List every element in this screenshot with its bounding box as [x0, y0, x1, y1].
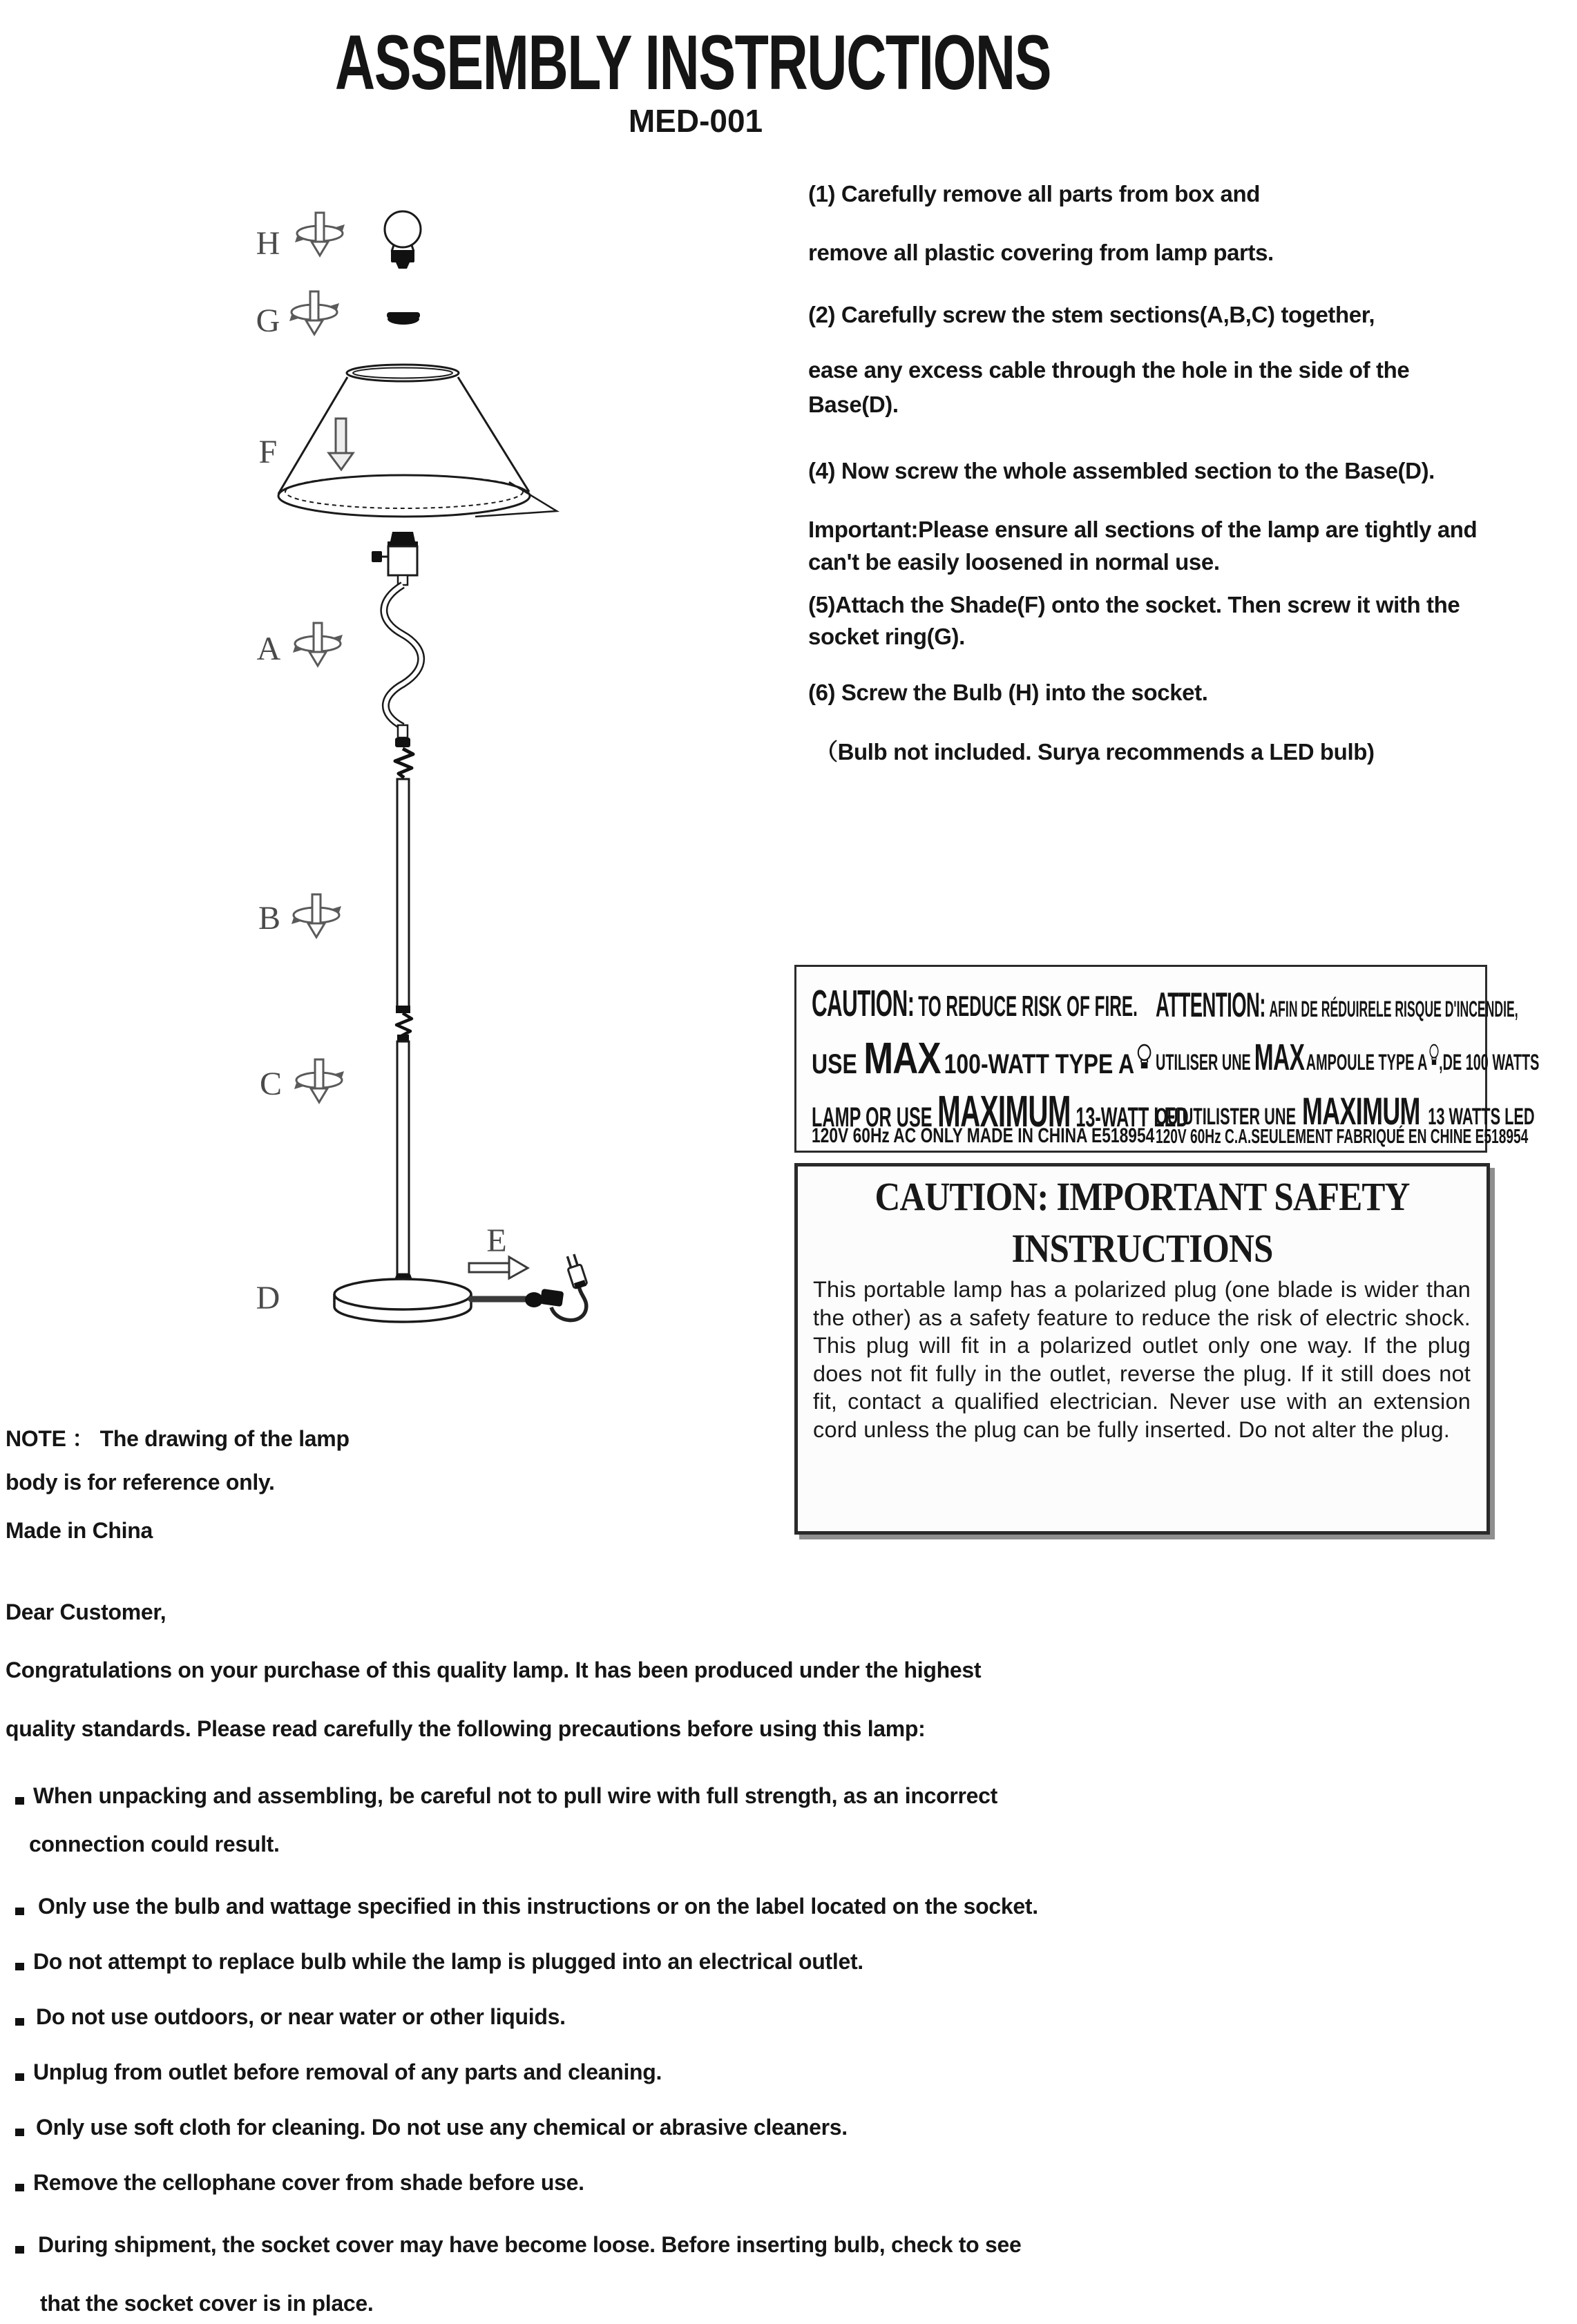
plug-icon [564, 1253, 588, 1289]
insert-down-arrow-icon [329, 419, 353, 470]
precaution-2: Only use the bulb and wattage specified in this instructions or on the label located on the socket. [38, 1894, 1038, 1919]
bullet-marker [15, 2246, 24, 2254]
bullet-marker [15, 2129, 24, 2136]
part-label-f: F [258, 434, 278, 470]
screw-icon-g [289, 291, 339, 334]
screw-icon-h [295, 213, 345, 256]
step-6: (6) Screw the Bulb (H) into the socket. [808, 680, 1208, 705]
step-4: (4) Now screw the whole assembled section to the Base(D). [808, 458, 1435, 483]
note-line-2: body is for reference only. [6, 1470, 275, 1495]
stem-section-a [384, 585, 421, 778]
cord-direction-arrow-icon [469, 1257, 528, 1278]
part-label-d: D [256, 1280, 280, 1316]
stem-section-b [396, 779, 412, 1041]
precaution-6: Only use soft cloth for cleaning. Do not use any chemical or abrasive cleaners. [36, 2115, 848, 2140]
led-text-fr: 13 WATTS LED [1428, 1104, 1535, 1130]
bulb-glyph-icon-fr [1428, 1042, 1439, 1073]
precaution-8-line-2: that the socket cover is in place. [40, 2291, 374, 2316]
bulb-not-included-note: （Bulb not included. Surya recommends a LED bulb) [815, 739, 1375, 765]
maximum-word-fr: MAXIMUM [1302, 1089, 1420, 1133]
safety-body-text: This portable lamp has a polarized plug (one blade is wider than the other) as a safety feature to reduce the risk of electric shock. This plug will fit in a polarized outlet only one way. If the plug does not fit fully in the outlet, reverse the plug. If it still does not fit, contact a qualified electrician. Never use with an extension cord unless the plug can be fully inserted. Do not alter the plug. [813, 1277, 1471, 1442]
led-text: 13-WATT LED [1076, 1102, 1189, 1133]
part-label-h: H [256, 225, 280, 262]
rating-line-en: 120V 60Hz AC ONLY MADE IN CHINA E518954 [812, 1124, 1155, 1147]
power-cord [471, 1286, 586, 1321]
screw-icon-a [293, 623, 343, 666]
part-label-b: B [258, 900, 281, 937]
wattage-caution-label [794, 965, 1540, 1153]
bulb-glyph-icon [1136, 1043, 1151, 1077]
maximum-word: MAXIMUM [937, 1086, 1071, 1136]
lamp-base [334, 1279, 471, 1322]
reduce-risk-text-fr: AFIN DE RÉDUIRELE RISQUE D'INCENDIE, [1269, 997, 1518, 1021]
important-note-line-2: can't be easily loosened in normal use. [808, 549, 1220, 575]
switch-knob-icon [372, 551, 382, 562]
watt-type-text-fr: AMPOULE TYPE A [1306, 1050, 1428, 1075]
precaution-3: Do not attempt to replace bulb while the lamp is plugged into an electrical outlet. [33, 1949, 863, 1974]
customer-intro-line-2: quality standards. Please read carefully the following precautions before using this lamp: [6, 1716, 926, 1741]
socket-ring-icon [387, 312, 420, 325]
precaution-5: Unplug from outlet before removal of any parts and cleaning. [33, 2059, 662, 2084]
part-label-e: E [486, 1222, 507, 1259]
use-word: USE [812, 1049, 857, 1079]
reduce-risk-text: TO REDUCE RISK OF FIRE. [918, 990, 1138, 1022]
use-word-fr: UTILISER UNE [1156, 1050, 1251, 1075]
bullet-marker [15, 2073, 24, 2081]
bullet-marker [15, 2018, 24, 2026]
lamp-socket [372, 532, 418, 585]
important-note-line-1: Important:Please ensure all sections of the lamp are tightly and [808, 517, 1478, 542]
step-1-line-2: remove all plastic covering from lamp parts. [808, 240, 1274, 265]
precaution-4: Do not use outdoors, or near water or other liquids. [36, 2004, 566, 2029]
step-2-line-2: ease any excess cable through the hole in the side of the [808, 357, 1410, 383]
customer-intro-line-1: Congratulations on your purchase of this quality lamp. It has been produced under the highest [6, 1658, 982, 1682]
watt-type-text: 100-WATT TYPE A [944, 1049, 1135, 1079]
wattage-label-french [1156, 967, 1540, 1151]
bullet-marker [15, 1963, 24, 1970]
customer-greeting: Dear Customer, [6, 1600, 166, 1624]
lamp-or-use-text-fr: OU UTILISTER UNE [1156, 1104, 1297, 1130]
max-word: MAX [863, 1033, 941, 1083]
model-number: MED-001 [628, 103, 763, 139]
part-label-a: A [256, 631, 281, 667]
screw-icon-c [294, 1059, 344, 1102]
rating-line-fr: 120V 60Hz C.A.SEULEMENT FABRIQUÉ EN CHINE E518954 [1156, 1126, 1529, 1148]
step-1-line-1: (1) Carefully remove all parts from box and [808, 181, 1260, 207]
lamp-shade [278, 365, 557, 517]
part-label-g: G [256, 302, 280, 339]
attention-word: ATTENTION: [1156, 986, 1265, 1024]
bullet-marker [15, 2184, 24, 2191]
wattage-label-english [812, 967, 1189, 1151]
max-word-fr: MAX [1254, 1037, 1305, 1078]
stem-section-c [394, 1041, 412, 1292]
precaution-8-line-1: During shipment, the socket cover may have become loose. Before inserting bulb, check to see [38, 2232, 1022, 2257]
bullet-marker [15, 1908, 24, 1915]
safety-title-line-2: INSTRUCTIONS [1011, 1226, 1273, 1271]
precaution-7: Remove the cellophane cover from shade before use. [33, 2170, 584, 2195]
part-label-c: C [259, 1066, 283, 1102]
bullet-marker [15, 1797, 24, 1805]
step-2-line-1: (2) Carefully screw the stem sections(A,B,C) together, [808, 302, 1375, 327]
precaution-1-line-1: When unpacking and assembling, be careful not to pull wire with full strength, as an incorrect [33, 1783, 997, 1808]
step-2-line-3: Base(D). [808, 392, 899, 417]
page-title: ASSEMBLY INSTRUCTIONS [334, 19, 1051, 106]
step-5-line-1: (5)Attach the Shade(F) onto the socket. Then screw it with the [808, 592, 1460, 617]
safety-instructions-box [794, 1163, 1490, 1535]
watts-text-fr: ,DE 100 WATTS [1439, 1050, 1540, 1075]
made-in-china-text: Made in China [6, 1518, 153, 1543]
note-line-1: NOTE ： The drawing of the lamp [6, 1426, 350, 1451]
bulb-icon [385, 211, 421, 269]
safety-title-line-1: CAUTION: IMPORTANT SAFETY [874, 1174, 1410, 1219]
lamp-or-use-text: LAMP OR USE [812, 1102, 933, 1133]
screw-icon-b [291, 894, 341, 937]
caution-word: CAUTION: [812, 983, 915, 1024]
precaution-1-line-2: connection could result. [29, 1832, 280, 1856]
step-5-line-2: socket ring(G). [808, 624, 965, 649]
